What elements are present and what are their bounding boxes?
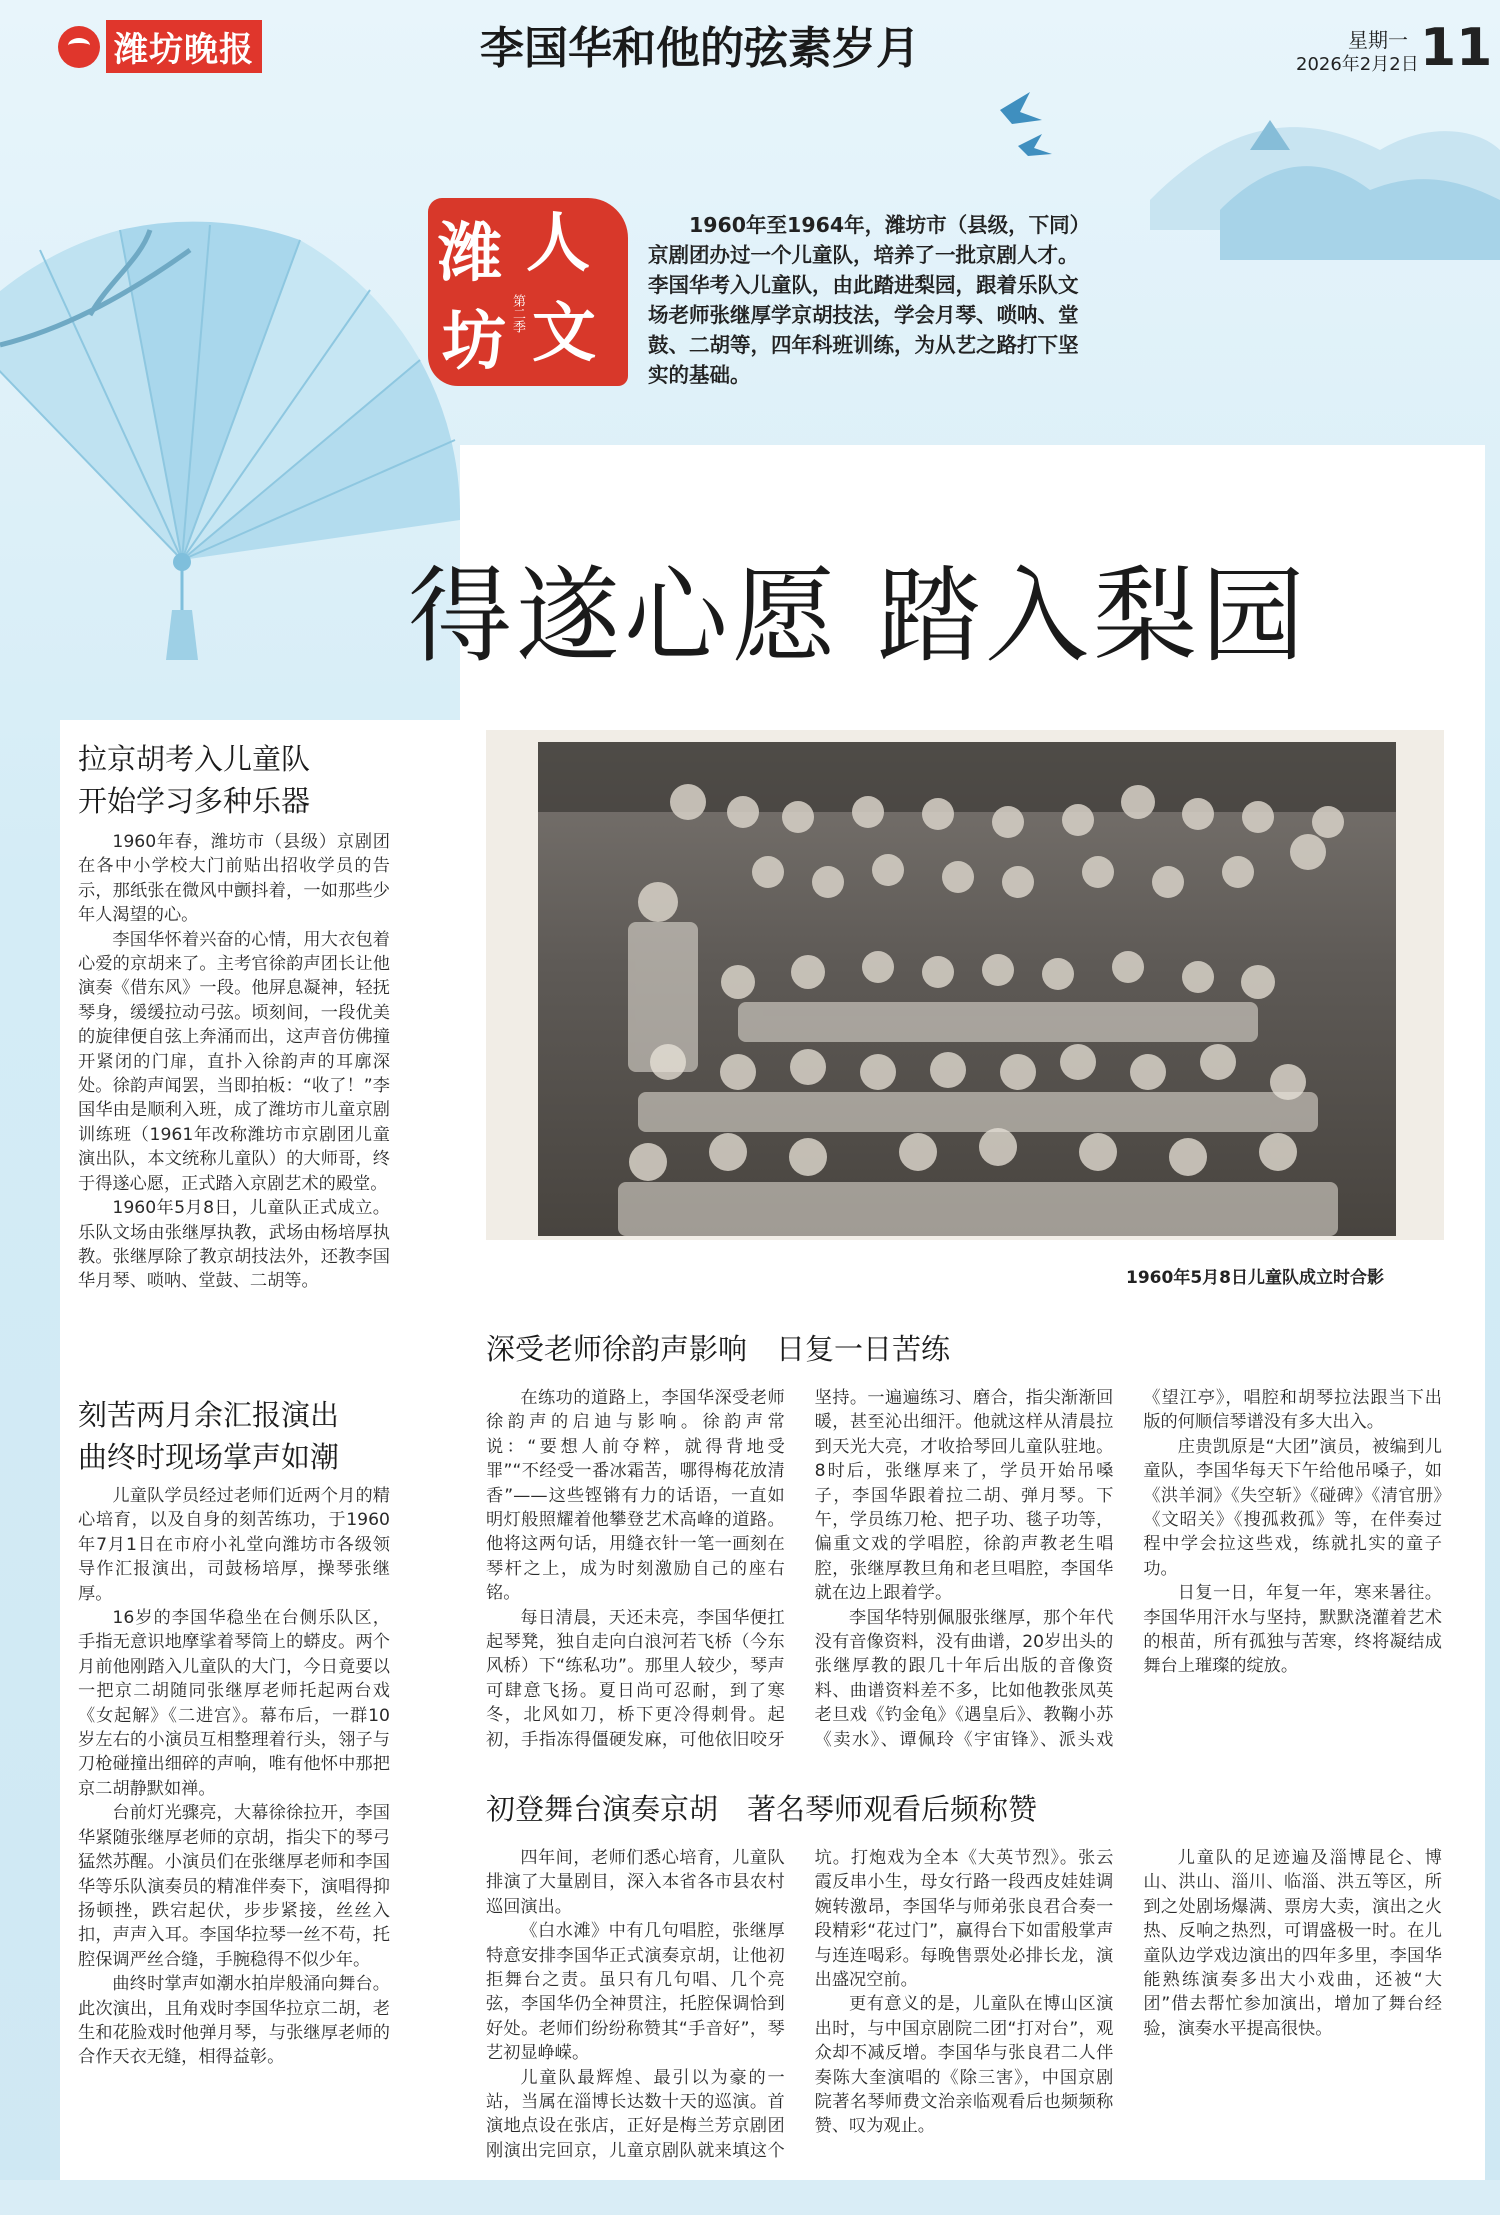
headline: 得遂心愿 踏入梨园 [408,555,1310,677]
section-4-title: 初登舞台演奏京胡 著名琴师观看后频称赞 [486,1792,1038,1826]
section-2-paragraph: 16岁的李国华稳坐在台侧乐队区，手指无意识地摩挲着琴筒上的蟒皮。两个月前他刚踏入儿童队的大门，今日竟要以一把京二胡随同张继厚老师托起两台戏《女起解》《二进宫》。幕布后，一群10岁左右的小演员互相整理着行头，翎子与刀枪碰撞出细碎的声响，唯有他怀中那把京二胡静默如禅。 [78,1608,390,1799]
group-photo-figures [538,742,1396,1236]
section-3-body [486,1386,1442,1756]
section-4-paragraph: 四年间，老师们悉心培育，儿童队排演了大量剧目，深入本省各市县农村巡回演出。 [486,1848,785,1917]
seal-char-3: 坊 [442,304,506,379]
intro-text: 1960年至1964年，潍坊市（县级，下同）京剧团办过一个儿童队，培养了一批京剧人才。李国华考入儿童队，由此踏进梨园，跟着乐队文场老师张继厚学京胡技法，学会月琴、唢呐、堂鼓、二胡等，四年科班训练，为从艺之路打下坚实的基础。 [648,213,1080,387]
publication-date: 2026年2月2日 [1296,54,1419,75]
column-seal [428,198,628,386]
section-2-paragraph: 台前灯光骤亮，大幕徐徐拉开，李国华紧随张继厚老师的京胡，指尖下的琴弓猛然苏醒。小演员们在张继厚老师和李国华等乐队演奏员的精准伴奏下，演唱得抑扬顿挫，跌宕起伏，步步紧接，丝丝入扣，声声入耳。李国华拉琴一丝不苟，托腔保调严丝合缝，手腕稳得不似少年。 [78,1803,390,1970]
paper-logo [58,20,262,73]
bottom-strip [0,2180,1500,2215]
section-2-title [78,1394,339,1478]
paper-logo-icon [58,26,100,68]
paper-name: 潍坊晚报 [106,20,262,73]
section-1-paragraph: 1960年5月8日，儿童队正式成立。乐队文场由张继厚执教，武场由杨培厚执教。张继厚除了教京胡技法外，还教李国华月琴、唢呐、堂鼓、二胡等。 [78,1198,390,1292]
group-photo [486,730,1444,1240]
swallow-decoration [1000,92,1052,156]
section-1-title-line-2: 开始学习多种乐器 [78,784,311,818]
weekday: 星期一 [1348,28,1408,52]
section-3-paragraph: 李国华特别佩服张继厚，那个年代没有音像资料，没有曲谱，20岁出头的张继厚教的跟几十年后出版的音像资料、曲谱资料差不多，比如他教张凤英老旦戏《钓金龟》《遇皇后》、教鞠小苏《卖水》、谭佩玲《宇宙锋》、派头戏《望江亭》，唱腔和胡琴拉法跟当下出版的何顺信琴谱没有多大出入。 [814,1388,1442,1750]
page-number: 11 [1420,18,1493,78]
seal-char-2: 人 [526,206,590,281]
seal-season: 第二季 [510,294,525,333]
fan-decoration [0,222,460,660]
section-3-paragraph: 日复一日，年复一年，寒来暑往。李国华用汗水与坚持，默默浇灌着艺术的根苗，所有孤独与苦寒，终将凝结成舞台上璀璨的绽放。 [1143,1583,1442,1677]
series-title: 李国华和他的弦素岁月 [480,23,920,74]
section-4-paragraph: 儿童队最辉煌、最引以为豪的一站，当属在淄博长达数十天的巡演。首演地点设在张店，正好是梅兰芳京剧团刚演出完回京，儿童京剧队就来填这个坑。打炮戏为全本《大英节烈》。张云霞反串小生，母女行路一段西皮娃娃调婉转激昂，李国华与师弟张良君合奏一段精彩“花过门”，赢得台下如雷般掌声与连连喝彩。每晚售票处必排长龙，演出盛况空前。 [486,1848,1114,2161]
section-4-paragraph: 《白水滩》中有几句唱腔，张继厚特意安排李国华正式演奏京胡，让他初拒舞台之责。虽只有几句唱、几个亮弦，李国华仍全神贯注，托腔保调恰到好处。老师们纷纷称赞其“手音好”，琴艺初显峥嵘。 [486,1921,785,2064]
group-photo-image [538,742,1396,1236]
section-4-paragraph: 更有意义的是，儿童队在博山区演出时，与中国京剧院二团“打对台”，观众却不减反增。李国华与张良君二人伴奏陈大奎演唱的《除三害》，中国京剧院著名琴师费文治亲临观看后也频频称赞、叹为观止。 [814,1994,1114,2137]
section-3-paragraph: 每日清晨，天还未亮，李国华便扛起琴凳，独自走向白浪河若飞桥（今东风桥）下“练私功”。那里人较少，琴声可肆意飞扬。夏日尚可忍耐，到了寒冬，北风如刀，桥下更冷得刺骨。起初，手指冻得僵硬发麻，可他依旧咬牙坚持。一遍遍练习、磨合，指尖渐渐回暖，甚至沁出细汗。他就这样从清晨拉到天光大亮，才收拾琴回儿童队驻地。8时后，张继厚来了，学员开始吊嗓子，李国华跟着拉二胡、弹月琴。下午，学员练刀枪、把子功、毯子功等，偏重文戏的学唱腔，徐韵声教老生唱腔，张继厚教旦角和老旦唱腔，李国华就在边上跟着学。 [486,1388,1114,1750]
section-1-paragraph: 李国华怀着兴奋的心情，用大衣包着心爱的京胡来了。主考官徐韵声团长让他演奏《借东风》一段。他屏息凝神，轻抚琴身，缓缓拉动弓弦。顷刻间，一段优美的旋律便自弦上奔涌而出，这声音仿佛撞开紧闭的门扉，直扑入徐韵声的耳廓深处。徐韵声闻罢，当即拍板：“收了！”李国华由是顺利入班，成了潍坊市儿童京剧训练班（1961年改称潍坊市京剧团儿童演出队，本文统称儿童队）的大师哥，终于得遂心愿，正式踏入京剧艺术的殿堂。 [78,929,390,1194]
section-2-paragraph: 儿童队学员经过老师们近两个月的精心培育，以及自身的刻苦练功，于1960年7月1日在市府小礼堂向潍坊市各级领导作汇报演出，司鼓杨培厚，操琴张继厚。 [78,1486,390,1604]
section-2-title-line-1: 刻苦两月余汇报演出 [78,1398,340,1432]
section-2-body [78,1484,390,2070]
section-3-paragraph: 在练功的道路上，李国华深受老师徐韵声的启迪与影响。徐韵声常说：“要想人前夺粹，就得背地受罪”“不经受一番冰霜苦，哪得梅花放清香”——这些铿锵有力的话语，一直如明灯般照耀着他攀登艺术高峰的道路。他将这两句话，用缝衣针一笔一画刻在琴杆之上，成为时刻激励自己的座右铭。 [486,1388,785,1604]
section-1-title-line-1: 拉京胡考入儿童队 [78,742,311,776]
section-1-paragraph: 1960年春，潍坊市（县级）京剧团在各中小学校大门前贴出招收学员的告示，那纸张在微风中颤抖着，一如那些少年人渴望的心。 [78,832,390,926]
seal-char-1: 潍 [438,216,502,291]
section-2-title-line-2: 曲终时现场掌声如潮 [78,1440,340,1474]
section-1-body [78,830,390,1294]
mountain-decoration [1150,120,1500,260]
section-2-paragraph: 曲终时掌声如潮水拍岸般涌向舞台。此次演出，且角戏时李国华拉京二胡，老生和花脸戏时他弹月琴，与张继厚老师的合作天衣无缝，相得益彰。 [78,1974,390,2068]
section-4-paragraph: 儿童队的足迹遍及淄博昆仑、博山、洪山、淄川、临淄、洪五等区，所到之处剧场爆满、票房大卖，演出之火热、反响之热烈，可谓盛极一时。在儿童队边学戏边演出的四年多里，李国华能熟练演奏多出大小戏曲，还被“大团”借去帮忙参加演出，增加了舞台经验，演奏水平提高很快。 [1143,1848,1442,2039]
section-4-body [486,1846,1442,2176]
photo-caption: 1960年5月8日儿童队成立时合影 [1126,1268,1384,1288]
section-3-title: 深受老师徐韵声影响 日复一日苦练 [486,1332,951,1366]
section-3-paragraph: 庄贵凯原是“大团”演员，被编到儿童队，李国华每天下午给他吊嗓子，如《洪羊洞》《失空斩》《碰碑》《清官册》《文昭关》《搜孤救孤》等，在伴奏过程中学会拉这些戏，练就扎实的童子功。 [1143,1436,1442,1579]
section-1-title [78,738,310,822]
seal-char-4: 文 [532,296,596,371]
